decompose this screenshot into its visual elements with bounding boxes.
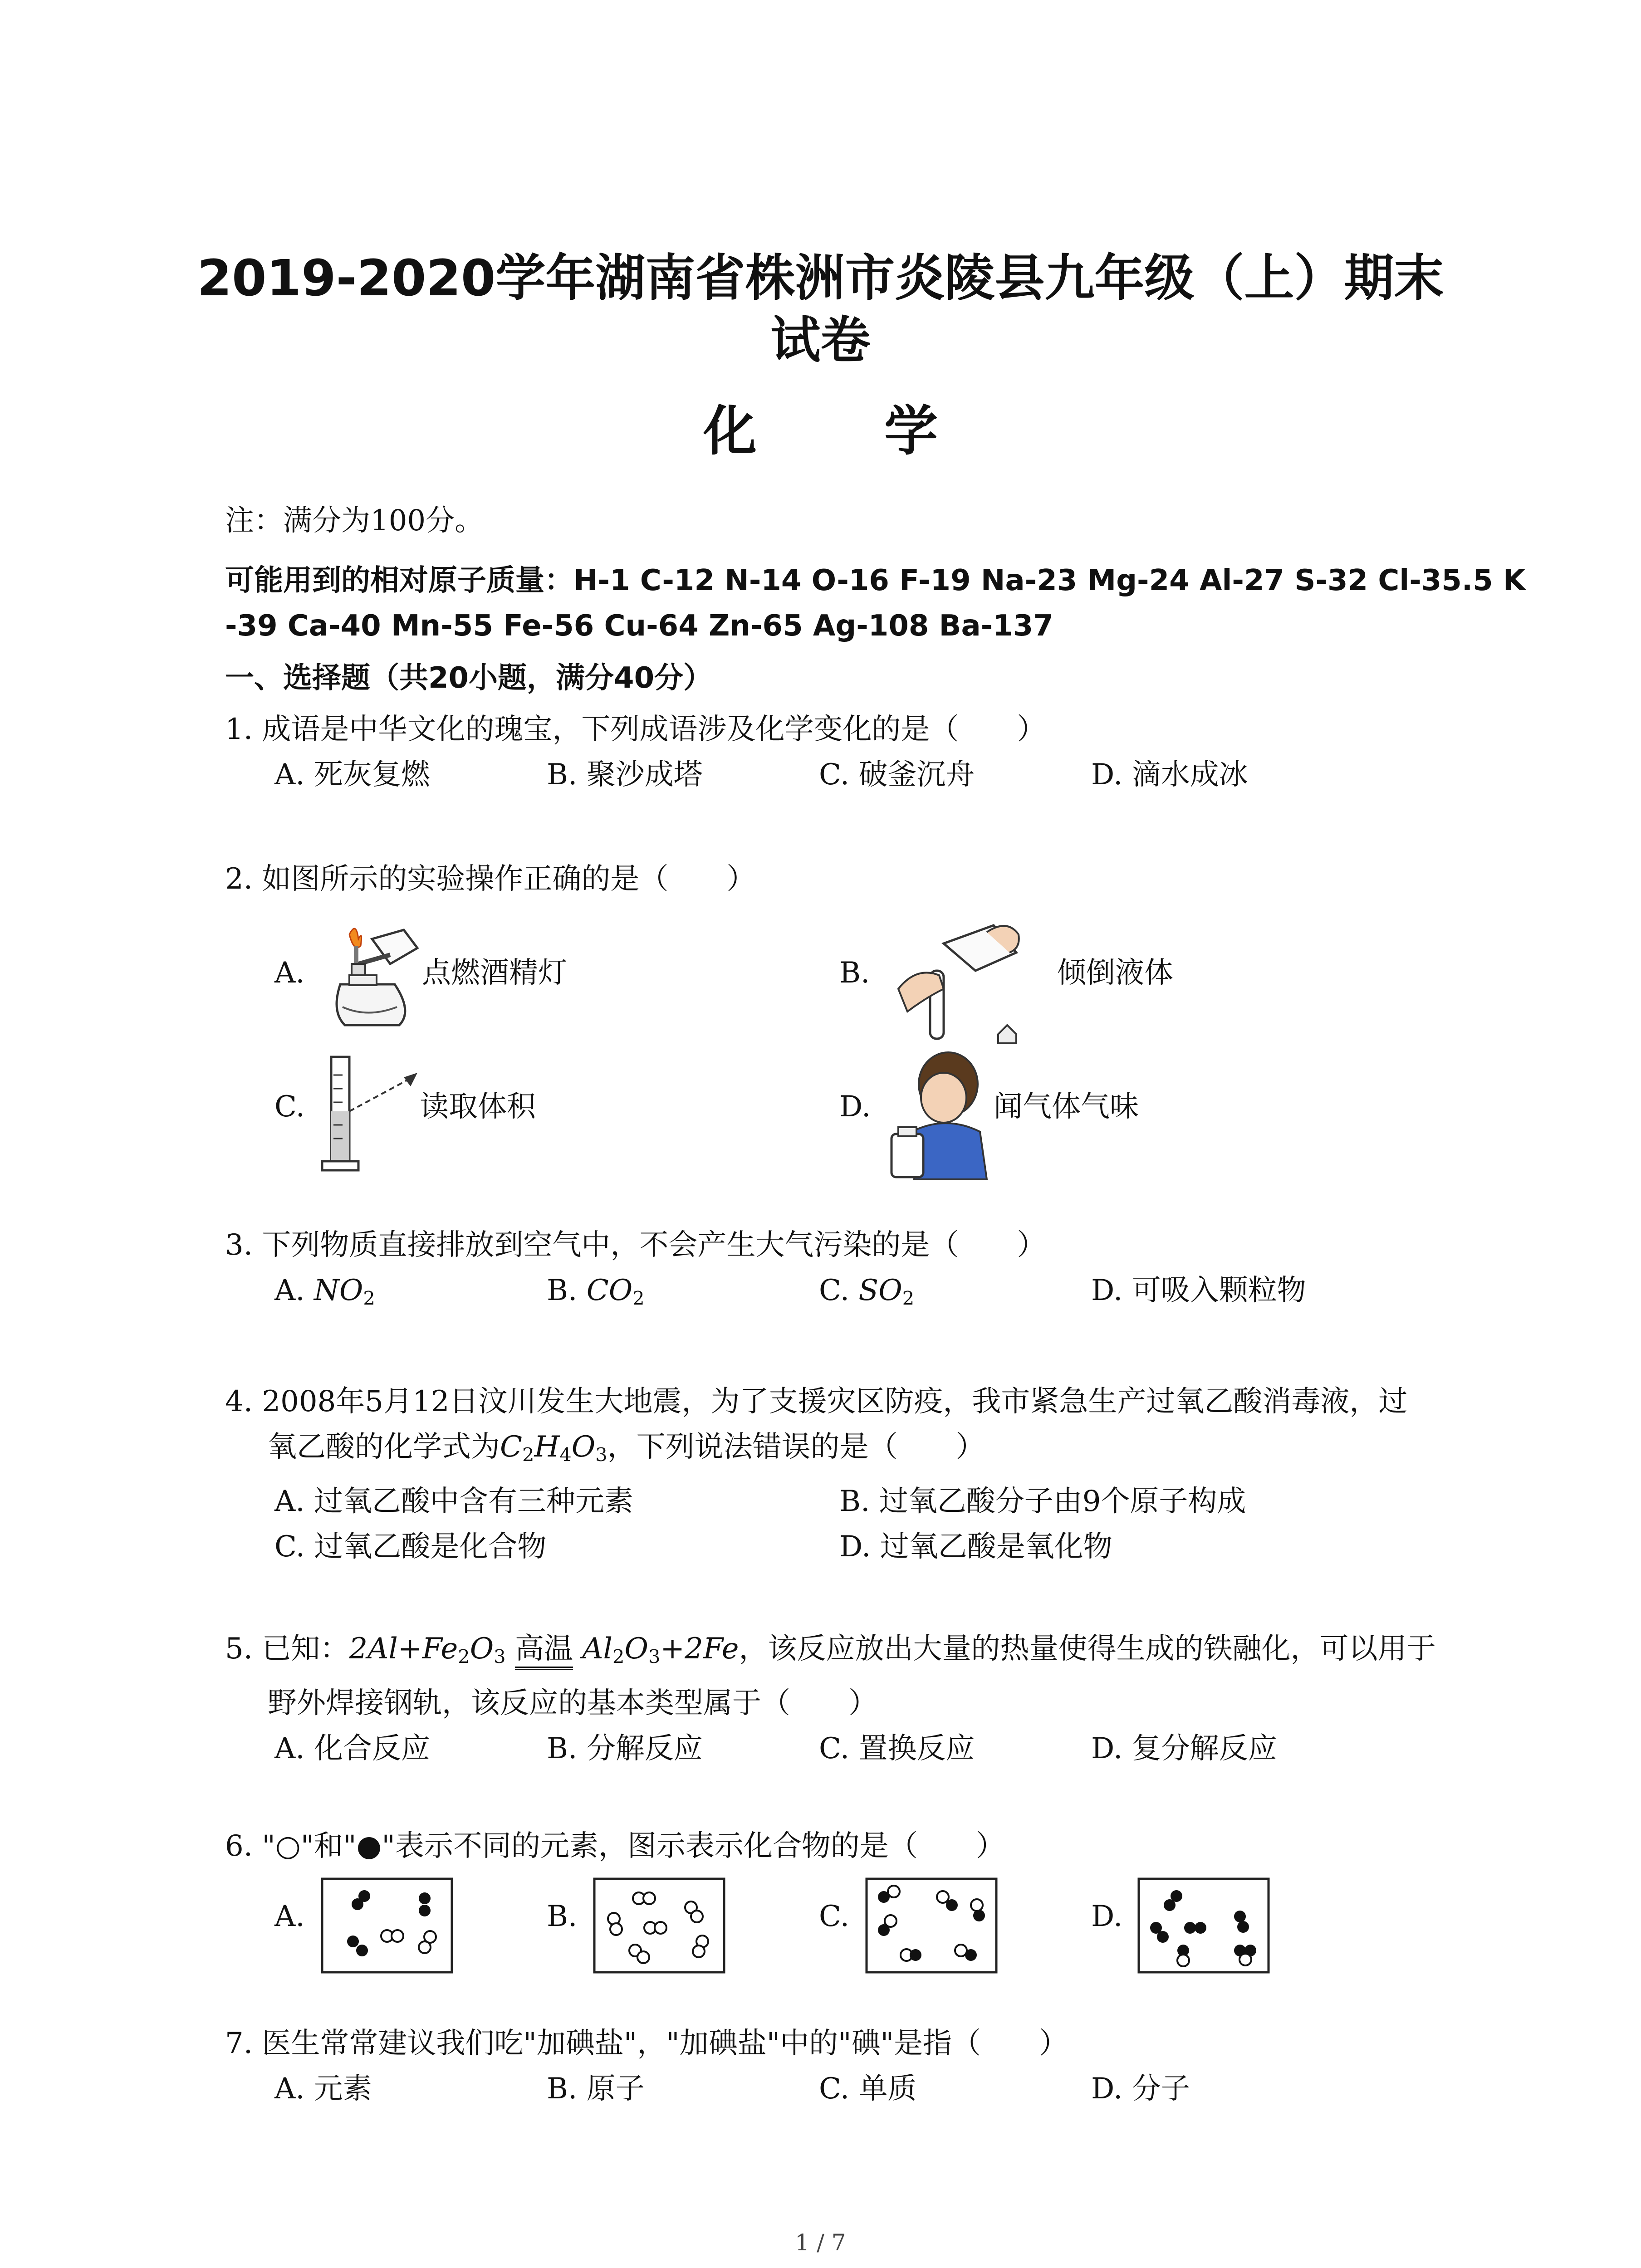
reaction-condition: 高温: [515, 1632, 573, 1670]
q5-stem-line-1: 5. 已知：$2Al+Fe_2O_3$ 高温 $Al_2O_3+2Fe$，该反应放出大量的热量使得生成的铁融化，可以用于: [225, 1631, 1436, 1675]
q2-option-c-text: 读取体积: [420, 1090, 536, 1124]
q6-diagram-d: [1138, 1878, 1269, 1973]
q7-stem: 7. 医生常常建议我们吃"加碘盐"，"加碘盐"中的"碘"是指（ ）: [225, 2027, 1068, 2060]
q6-option-c-letter: C.: [819, 1900, 850, 1933]
q2-option-a-text: 点燃酒精灯: [422, 956, 567, 990]
q4-option-d: D. 过氧乙酸是氧化物: [839, 1530, 1112, 1564]
q6-stem: 6. "○"和"●"表示不同的元素，图示表示化合物的是（ ）: [225, 1829, 1005, 1863]
q4-option-b: B. 过氧乙酸分子由9个原子构成: [839, 1485, 1246, 1518]
q1-option-c: C. 破釜沉舟: [819, 758, 975, 792]
q7-option-b: B. 原子: [547, 2072, 645, 2106]
alcohol-lamp-illustration: [313, 921, 431, 1039]
q6-diagram-b: [593, 1878, 725, 1973]
q7-option-d: D. 分子: [1091, 2072, 1190, 2106]
title-line-1: 2019-2020学年湖南省株洲市炎陵县九年级（上）期末: [197, 249, 1444, 307]
q2-option-a-letter: A.: [274, 956, 305, 990]
q3-option-a: A. $NO_2$: [274, 1274, 375, 1310]
q3-stem: 3. 下列物质直接排放到空气中，不会产生大气污染的是（ ）: [225, 1228, 1046, 1262]
q6-option-d-letter: D.: [1091, 1900, 1123, 1933]
smelling-gas-illustration: [889, 1052, 994, 1179]
q5-option-a: A. 化合反应: [274, 1732, 430, 1765]
q6-diagram-a: [321, 1878, 453, 1973]
q7-option-c: C. 单质: [819, 2072, 917, 2106]
note: 注：满分为100分。: [225, 504, 484, 538]
q5-option-c: C. 置换反应: [819, 1732, 975, 1765]
q1-option-a: A. 死灰复燃: [274, 758, 430, 792]
q3-option-b: B. $CO_2$: [547, 1274, 645, 1310]
q2-option-b-text: 倾倒液体: [1057, 956, 1173, 990]
q3-option-d: D. 可吸入颗粒物: [1091, 1274, 1306, 1307]
q6-diagram-c: [866, 1878, 997, 1973]
q5-stem-line-2: 野外焊接钢轨，该反应的基本类型属于（ ）: [268, 1686, 877, 1720]
pouring-liquid-illustration: [889, 921, 1071, 1061]
page-number: 1 / 7: [795, 2229, 846, 2256]
subject-title: 化 学: [703, 400, 993, 462]
q2-option-c-letter: C.: [274, 1090, 305, 1124]
q1-option-d: D. 滴水成冰: [1091, 758, 1248, 792]
atomic-masses-line-1: 可能用到的相对原子质量：H-1 C-12 N-14 O-16 F-19 Na-23 Mg-24 Al-27 S-32 Cl-35.5 K: [225, 564, 1526, 597]
q5-option-d: D. 复分解反应: [1091, 1732, 1277, 1765]
q2-option-b-letter: B.: [839, 956, 870, 990]
q7-option-a: A. 元素: [274, 2072, 372, 2106]
q4-option-c: C. 过氧乙酸是化合物: [274, 1530, 547, 1564]
q2-option-d-letter: D.: [839, 1090, 871, 1124]
q4-stem-line-1: 4. 2008年5月12日汶川发生大地震，为了支援灾区防疫，我市紧急生产过氧乙酸消毒液，过: [225, 1385, 1408, 1418]
title-line-2: 试卷: [770, 311, 871, 369]
q1-stem: 1. 成语是中华文化的瑰宝，下列成语涉及化学变化的是（ ）: [225, 713, 1046, 746]
q4-option-a: A. 过氧乙酸中含有三种元素: [274, 1485, 633, 1518]
section-heading: 一、选择题（共20小题，满分40分）: [225, 661, 713, 695]
q1-option-b: B. 聚沙成塔: [547, 758, 703, 792]
q5-option-b: B. 分解反应: [547, 1732, 703, 1765]
q3-option-c: C. $SO_2$: [819, 1274, 915, 1310]
q6-option-a-letter: A.: [274, 1900, 305, 1933]
atomic-masses-line-2: -39 Ca-40 Mn-55 Fe-56 Cu-64 Zn-65 Ag-108 Ba-137: [225, 609, 1053, 643]
q6-option-b-letter: B.: [547, 1900, 578, 1933]
q2-option-d-text: 闻气体气味: [994, 1090, 1139, 1124]
q4-stem-line-2: 氧乙酸的化学式为$C_2H_4O_3$，下列说法错误的是（ ）: [268, 1430, 985, 1466]
q2-stem: 2. 如图所示的实验操作正确的是（ ）: [225, 862, 756, 896]
